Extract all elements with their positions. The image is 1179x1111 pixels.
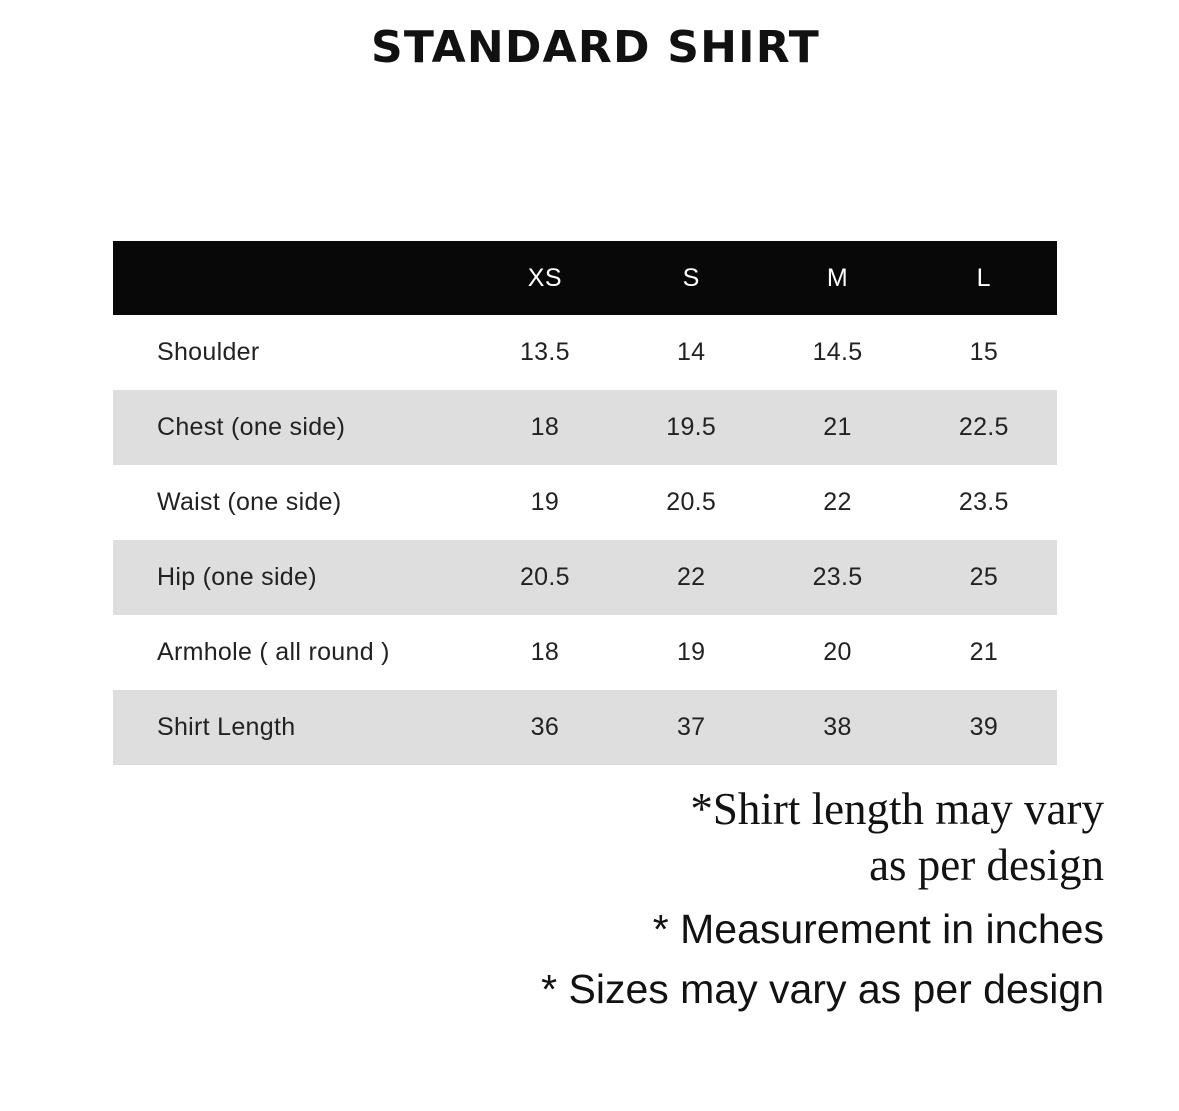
cell-chest-xs: 18 — [472, 390, 618, 465]
cell-hip-m: 23.5 — [764, 540, 910, 615]
cell-shirt-length-l: 39 — [911, 690, 1057, 765]
note-measurement-unit: * Measurement in inches — [652, 905, 1104, 952]
table-body — [113, 315, 1057, 765]
cell-hip-xs: 20.5 — [472, 540, 618, 615]
cell-shirt-length-s: 37 — [618, 690, 764, 765]
cell-hip-s: 22 — [618, 540, 764, 615]
table-row — [113, 390, 1057, 465]
cell-waist-s: 20.5 — [618, 465, 764, 540]
table-row — [113, 540, 1057, 615]
note-sizes-vary: * Sizes may vary as per design — [541, 965, 1104, 1012]
column-header-s: S — [618, 241, 764, 315]
cell-waist-m: 22 — [764, 465, 910, 540]
column-header-l: L — [911, 241, 1057, 315]
row-label-shoulder: Shoulder — [113, 315, 472, 390]
cell-shoulder-m: 14.5 — [764, 315, 910, 390]
column-header-measurement — [113, 241, 472, 315]
row-label-shirt-length: Shirt Length — [113, 690, 472, 765]
page-title: STANDARD SHIRT — [370, 22, 821, 73]
size-chart-table — [113, 241, 1057, 765]
row-label-armhole: Armhole ( all round ) — [113, 615, 472, 690]
cell-chest-m: 21 — [764, 390, 910, 465]
note-as-per-design: as per design — [869, 840, 1104, 891]
size-chart-table-wrapper — [113, 241, 1057, 765]
cell-waist-xs: 19 — [472, 465, 618, 540]
cell-shoulder-xs: 13.5 — [472, 315, 618, 390]
note-shirt-length-vary: *Shirt length may vary — [690, 784, 1104, 834]
table-row — [113, 465, 1057, 540]
cell-shirt-length-xs: 36 — [472, 690, 618, 765]
row-label-waist: Waist (one side) — [113, 465, 472, 540]
cell-armhole-s: 19 — [618, 615, 764, 690]
cell-armhole-xs: 18 — [472, 615, 618, 690]
cell-waist-l: 23.5 — [911, 465, 1057, 540]
size-chart-page — [0, 22, 1179, 1111]
cell-hip-l: 25 — [911, 540, 1057, 615]
table-row — [113, 315, 1057, 390]
column-header-m: M — [764, 241, 910, 315]
table-header-row — [113, 241, 1057, 315]
row-label-hip: Hip (one side) — [113, 540, 472, 615]
cell-shoulder-s: 14 — [618, 315, 764, 390]
table-row — [113, 615, 1057, 690]
cell-shirt-length-m: 38 — [764, 690, 910, 765]
table-header — [113, 241, 1057, 315]
column-header-xs: XS — [472, 241, 618, 315]
table-row — [113, 690, 1057, 765]
cell-chest-s: 19.5 — [618, 390, 764, 465]
cell-shoulder-l: 15 — [911, 315, 1057, 390]
notes-block — [64, 784, 1109, 1013]
cell-chest-l: 22.5 — [911, 390, 1057, 465]
cell-armhole-m: 20 — [764, 615, 910, 690]
cell-armhole-l: 21 — [911, 615, 1057, 690]
row-label-chest: Chest (one side) — [113, 390, 472, 465]
